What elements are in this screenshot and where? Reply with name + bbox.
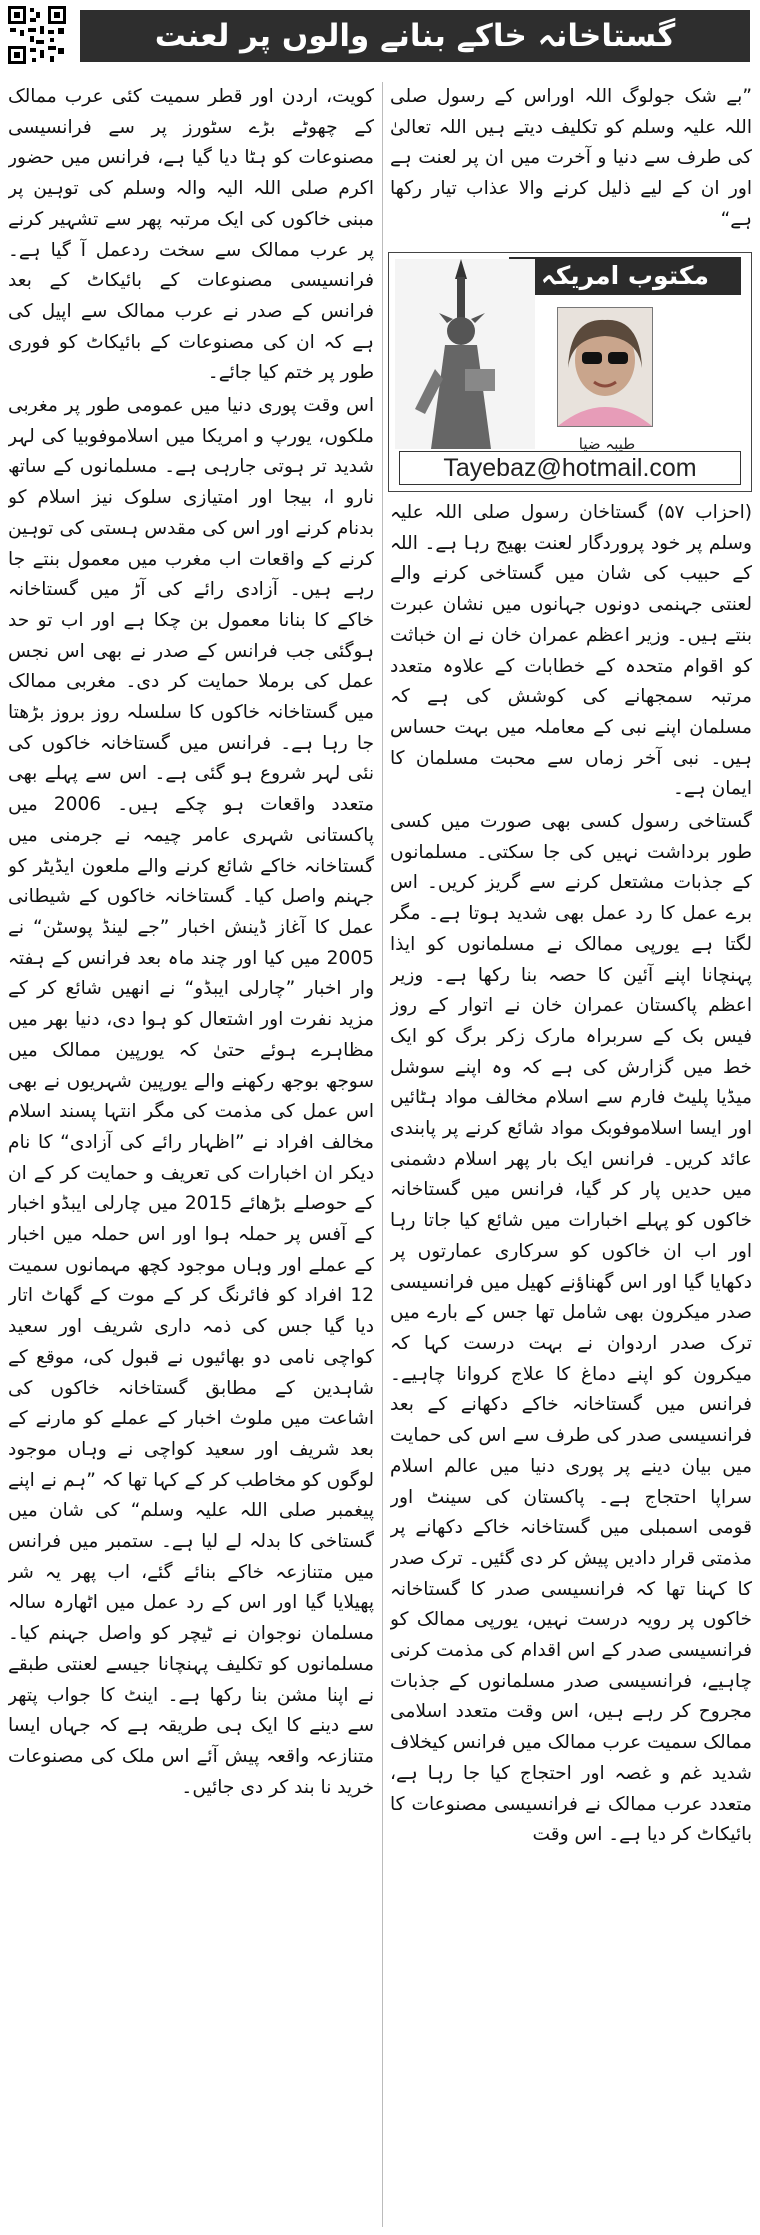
column-divider [382, 82, 383, 2227]
right-column [390, 82, 752, 2130]
headline-banner [80, 10, 750, 62]
author-email: Tayebaz@hotmail.com [399, 451, 741, 485]
left-column [8, 82, 374, 2230]
paragraph: کویت، اردن اور قطر سمیت کئی عرب ممالک کے چھوٹے بڑے سٹورز پر سے فرانسیسی مصنوعات کو ہٹا دیا گیا ہے، فرانس میں حضور اکرم صلی اللہ الیہ والہ وسلم کی توہین پر مبنی خاکوں کی ایک مرتبہ پھر سے تشہیر کرنے پر عرب ممالک سے سخت ردعمل آ گیا ہے۔ فرانسیسی مصنوعات کے بائیکاٹ کے بعد فرانس کے صدر نے عرب ممالک سے اپیل کی ہے کہ ان کی مصنوعات کے بائیکاٹ کو فوری طور پر ختم کیا جائے۔ [8, 86, 374, 384]
author-name: طیبہ ضیا [578, 435, 636, 453]
paragraph: (احزاب ۵۷) گستاخان رسول صلی اللہ علیہ وسلم پر خود پروردگار لعنت بھیج رہا ہے۔ اللہ کے حبیب کی شان میں گستاخی کرنے والے لعنتی جہنمی دونوں جہانوں میں نشان عبرت بنتے ہیں۔ وزیر اعظم عمران خان نے ان خباثت کو اقوام متحدہ کے خطابات کے علاوہ متعدد مرتبہ سمجھانے کی کوشش کی ہے کہ مسلمان اپنے نبی کے معاملہ میں بہت حساس ہیں۔ نبی آخر زماں سے محبت مسلمان کا ایمان ہے۔ [390, 502, 752, 800]
author-photo [557, 307, 653, 427]
opening-quote: ”بے شک جولوگ اللہ اوراس کے رسول صلی اللہ علیہ وسلم کو تکلیف دیتے ہیں اللہ تعالیٰ کی طرف سے دنیا و آخرت میں ان پر لعنت ہے اور ان کے لیے ذلیل کرنے والا عذاب تیار رکھا ہے“ [390, 86, 752, 230]
column-name: مکتوب امریکہ [509, 257, 741, 295]
statue-of-liberty-icon [395, 259, 535, 449]
paragraph: گستاخی رسول کسی بھی صورت میں کسی طور برداشت نہیں کی جا سکتی۔ مسلمانوں کے جذبات مشتعل کرنے سے گریز کریں۔ اس برے عمل کا رد عمل بھی شدید ہوتا ہے۔ مگر لگتا ہے یورپی ممالک نے مسلمانوں کو ایذا پہنچانا اپنے آئین کا حصہ بنا رکھا ہے۔ وزیر اعظم پاکستان عمران خان نے اتوار کے روز فیس بک کے سربراہ مارک زکر برگ کو ایک خط میں گزارش کی ہے کہ وہ اپنے سوشل میڈیا پلیٹ فارم سے اسلام مخالف مواد ہٹائیں اور ایسا اسلاموفوبک مواد شائع کرنے پر پابندی عائد کریں۔ فرانس ایک بار پھر اسلام دشمنی میں حدیں پار کر گیا، فرانس میں گستاخانہ خاکوں کو پہلے اخبارات میں شائع کیا جاتا رہا اور اب ان خاکوں کو سرکاری عمارتوں پر دکھایا گیا اور اس گھناؤنے کھیل میں فرانسیسی صدر میکرون بھی شامل تھا جس کے بارے میں ترک صدر اردوان نے بہت درست کہا کہ میکرون کو اپنے دماغ کا علاج کروانا چاہیے۔ فرانس میں گستاخانہ خاکے دکھانے کے بعد فرانسیسی صدر کی طرف سے اس کی حمایت میں بیان دینے پر پوری دنیا میں عالم اسلام سراپا احتجاج ہے۔ پاکستان کی سینٹ اور قومی اسمبلی میں گستاخانہ خاکے دکھانے پر مذمتی قرار دادیں پیش کر دی گئیں۔ ترک صدر کا کہنا تھا کہ فرانسیسی صدر کا گستاخانہ خاکوں پر رویہ درست نہیں، یورپی ممالک کو فرانسیسی صدر کے اس اقدام کی مذمت کرنی چاہیے، فرانسیسی صدر مسلمانوں کے جذبات مجروح کر رہے ہیں، اس وقت متعدد اسلامی ممالک سمیت عرب ممالک میں فرانس کیخلاف شدید غم و غصہ اور احتجاج کیا جا رہا ہے، متعدد عرب ممالک نے فرانسیسی مصنوعات کا بائیکاٹ کر دیا ہے۔ اس وقت [390, 811, 752, 1846]
paragraph: اس وقت پوری دنیا میں عمومی طور پر مغربی ملکوں، یورپ و امریکا میں اسلاموفوبیا کی لہر شدید تر ہوتی جارہی ہے۔ مسلمانوں کے ساتھ نارو ا، بیجا اور امتیازی سلوک نیز اسلام کو بدنام کرنے اور اس کی مقدس ہستی کی توہین کرنے کے واقعات اب مغرب میں معمول بنتے جا رہے ہیں۔ آزادی رائے کی آڑ میں گستاخانہ خاکے کا بنانا معمول بن چکا ہے اور اب تو حد ہوگئی جب فرانس کے صدر نے بھی اس نجس عمل کی برملا حمایت کر دی۔ مغربی ممالک میں گستاخانہ خاکوں کا سلسلہ روز بروز بڑھتا جا رہا ہے۔ فرانس میں گستاخانہ خاکوں کی نئی لہر شروع ہو گئی ہے۔ اس سے پہلے بھی متعدد واقعات ہو چکے ہیں۔ 2006 میں پاکستانی شہری عامر چیمہ نے جرمنی میں گستاخانہ خاکے شائع کرنے والے ملعون ایڈیٹر کو جہنم واصل کیا۔ گستاخانہ خاکوں کے شیطانی عمل کا آغاز ڈینش اخبار ”جے لینڈ پوسٹن“ نے 2005 میں کیا اور چند ماہ بعد فرانس کے ہفتہ وار اخبار ”چارلی ایبڈو“ نے انھیں شائع کر کے مزید نفرت اور اشتعال کو ہوا دی، دنیا بھر میں مظاہرے ہوئے حتیٰ کہ یورپین ممالک میں سوجھ بوجھ رکھنے والے یورپین شہریوں نے بھی اس عمل کی مذمت کی مگر انتہا پسند اسلام مخالف افراد نے ”اظہار رائے کی آزادی“ کا نام دیکر ان اخبارات کی تعریف و حمایت کر کے ان کے حوصلے بڑھائے 2015 میں چارلی ایبڈو اخبار کے آفس پر حملہ ہوا اور اس حملہ میں اخبار کے عملے اور وہاں موجود کچھ مہمانوں سمیت 12 افراد کو فائرنگ کر کے موت کے گھاٹ اتار دیا گیا جس کی ذمہ داری شریف اور سعید کواچی نامی دو بھائیوں نے قبول کی، موقع کے شاہدین کے مطابق گستاخانہ خاکوں کی اشاعت میں ملوث اخبار کے عملے کو مارنے کے بعد شریف اور سعید کواچی نے وہاں موجود لوگوں کو مخاطب کر کے کہا تھا کہ ”ہم نے اپنے پیغمبر صلی اللہ علیہ وسلم“ کی شان میں گستاخی کا بدلہ لے لیا ہے۔ ستمبر میں فرانس میں متنازعہ خاکے بنائے گئے، اب پھر یہ شر پھیلایا گیا اور اس کے رد عمل میں اٹھارہ سالہ مسلمان نوجوان نے ٹیچر کو واصل جہنم کیا۔ مسلمانوں کو تکلیف پہنچانا جیسے لعنتی طبقے نے اپنا مشن بنا رکھا ہے۔ اینٹ کا جواب پتھر سے دینے کا ایک ہی طریقہ ہے کہ جہاں ایسا متنازعہ واقعہ پیش آئے اس ملک کی مصنوعات خرید نا بند کر دی جائیں۔ [8, 395, 374, 1798]
right-column-body [390, 498, 752, 2130]
column-banner [388, 252, 752, 492]
headline: گستاخانہ خاکے بنانے والوں پر لعنت [154, 18, 676, 54]
qr-code-icon [6, 4, 68, 66]
